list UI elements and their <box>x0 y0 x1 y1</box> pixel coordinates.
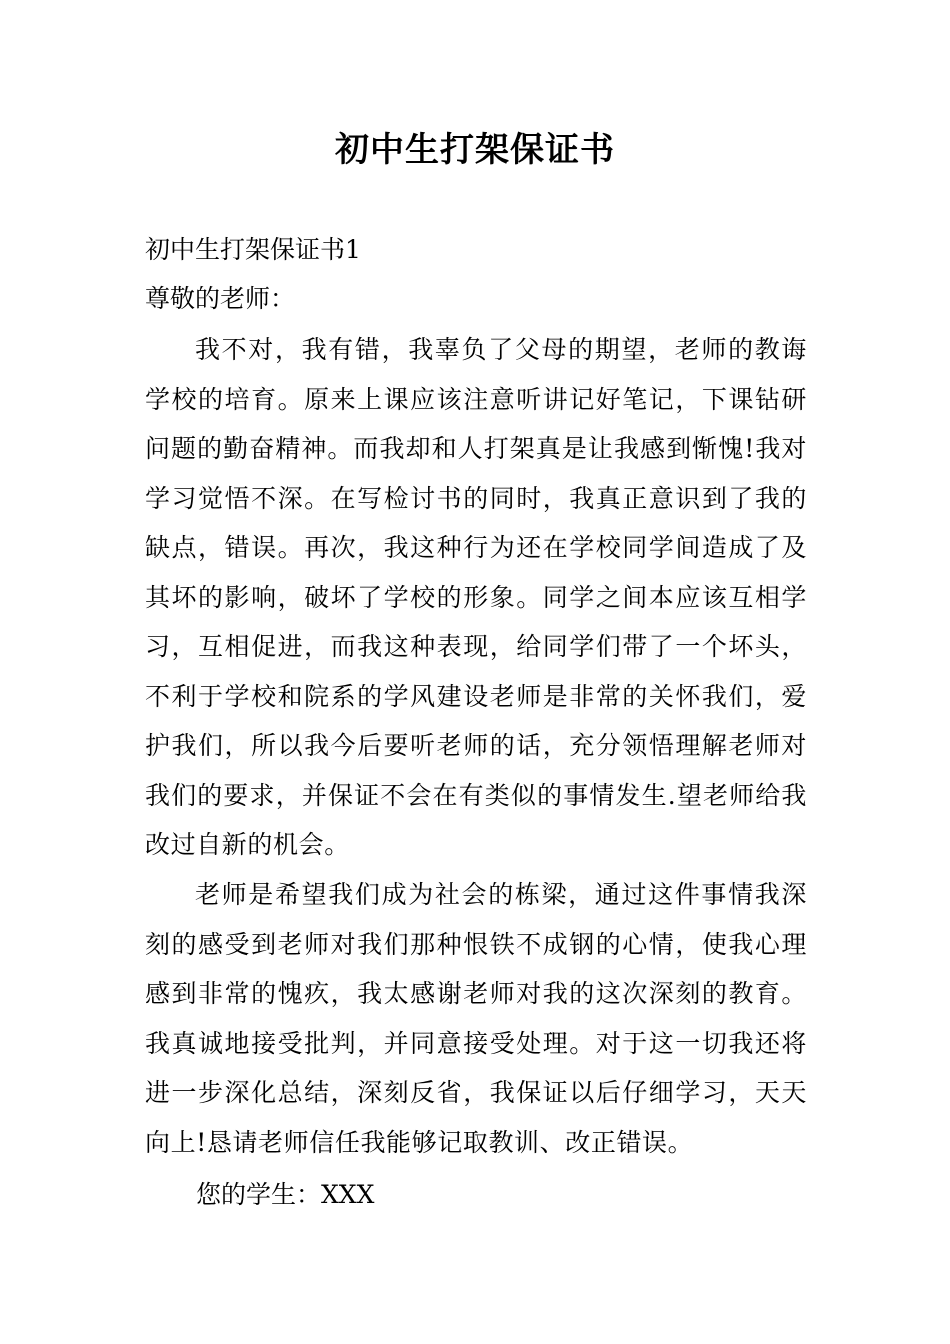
document-subheading: 初中生打架保证书1 <box>145 235 361 264</box>
salutation: 尊敬的老师： <box>145 284 296 313</box>
document-title: 初中生打架保证书 <box>335 130 615 170</box>
body-paragraph-2: 老师是希望我们成为社会的栋梁，通过这件事情我深刻的感受到老师对我们那种恨铁不成钢的心情，使我心理感到非常的愧疚，我太感谢老师对我的这次深刻的教育。我真诚地接受批判，并同意接受处理。对于这一切我还将进一步深化总结，深刻反省，我保证以后仔细学习，天天向上!恳请老师信任我能够记取教训、改正错误。 <box>145 880 807 1157</box>
body-paragraph-1: 我不对，我有错，我辜负了父母的期望，老师的教诲学校的培育。原来上课应该注意听讲记好笔记，下课钻研问题的勤奋精神。而我却和人打架真是让我感到惭愧!我对学习觉悟不深。在写检讨书的同时，我真正意识到了我的缺点，错误。再次，我这种行为还在学校同学间造成了及其坏的影响，破坏了学校的形象。同学之间本应该互相学习，互相促进，而我这种表现，给同学们带了一个坏头，不利于学校和院系的学风建设老师是非常的关怀我们，爱护我们，所以我今后要听老师的话，充分领悟理解老师对我们的要求，并保证不会在有类似的事情发生.望老师给我改过自新的机会。 <box>145 335 807 859</box>
signature: 您的学生：XXX <box>196 1180 375 1209</box>
